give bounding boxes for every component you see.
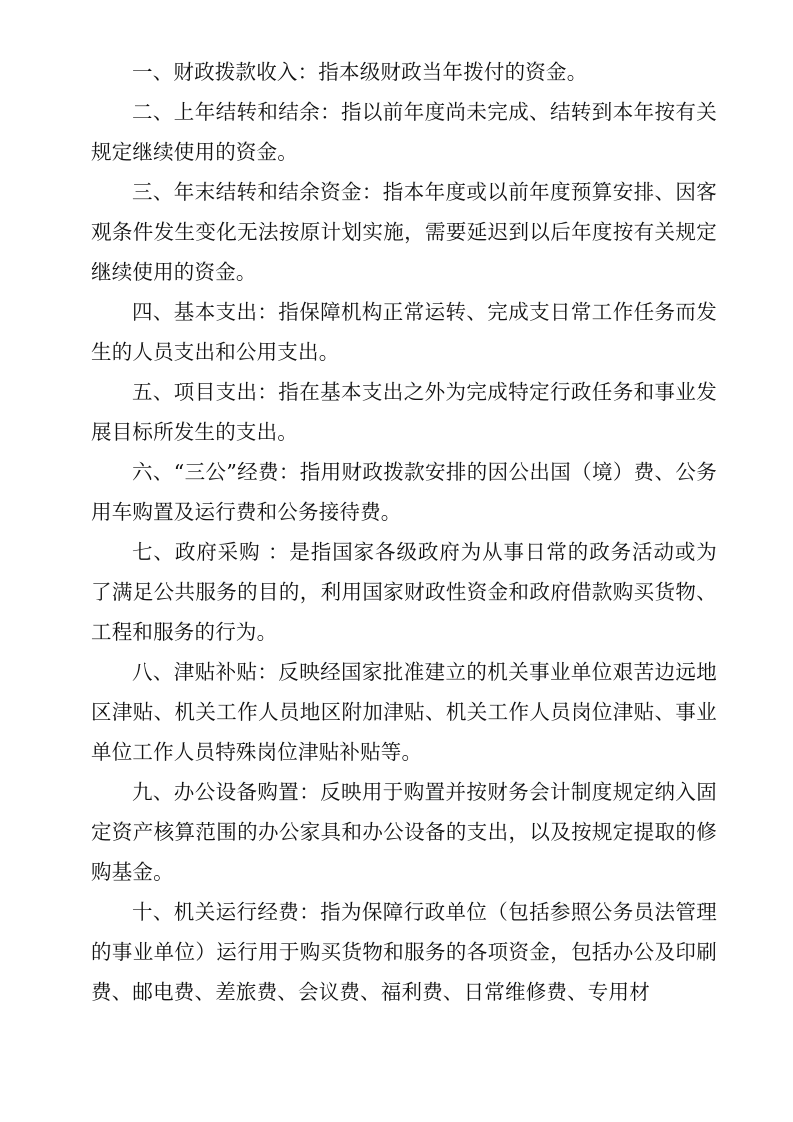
paragraph-office-equipment-purchase: 九、办公设备购置：反映用于购置并按财务会计制度规定纳入固定资产核算范围的办公家具和办公设备的支出，以及按规定提取的修购基金。 — [91, 780, 717, 884]
paragraph-fiscal-appropriation-income: 一、财政拨款收入：指本级财政当年拨付的资金。 — [132, 60, 588, 84]
paragraph-year-end-carryover: 三、年末结转和结余资金：指本年度或以前年度预算安排、因客观条件发生变化无法按原计划实施，需要延迟到以后年度按有关规定继续使用的资金。 — [91, 180, 717, 284]
paragraph-prior-year-carryover: 二、上年结转和结余：指以前年度尚未完成、结转到本年按有关规定继续使用的资金。 — [91, 100, 717, 164]
paragraph-basic-expenditure: 四、基本支出：指保障机构正常运转、完成支日常工作任务而发生的人员支出和公用支出。 — [91, 300, 717, 364]
paragraph-project-expenditure: 五、项目支出：指在基本支出之外为完成特定行政任务和事业发展目标所发生的支出。 — [91, 380, 717, 444]
paragraph-three-public-expenses: 六、“三公”经费：指用财政拨款安排的因公出国（境）费、公务用车购置及运行费和公务接待费。 — [91, 460, 717, 524]
document-body — [91, 52, 717, 1012]
paragraph-government-procurement: 七、政府采购 ：是指国家各级政府为从事日常的政务活动或为了满足公共服务的目的，利用国家财政性资金和政府借款购买货物、工程和服务的行为。 — [91, 540, 717, 644]
paragraph-agency-operating-expenses: 十、机关运行经费：指为保障行政单位（包括参照公务员法管理的事业单位）运行用于购买货物和服务的各项资金，包括办公及印刷费、邮电费、差旅费、会议费、福利费、日常维修费、专用材 — [91, 900, 717, 1004]
paragraph-allowances-subsidies: 八、津贴补贴：反映经国家批准建立的机关事业单位艰苦边远地区津贴、机关工作人员地区附加津贴、机关工作人员岗位津贴、事业单位工作人员特殊岗位津贴补贴等。 — [91, 660, 717, 764]
